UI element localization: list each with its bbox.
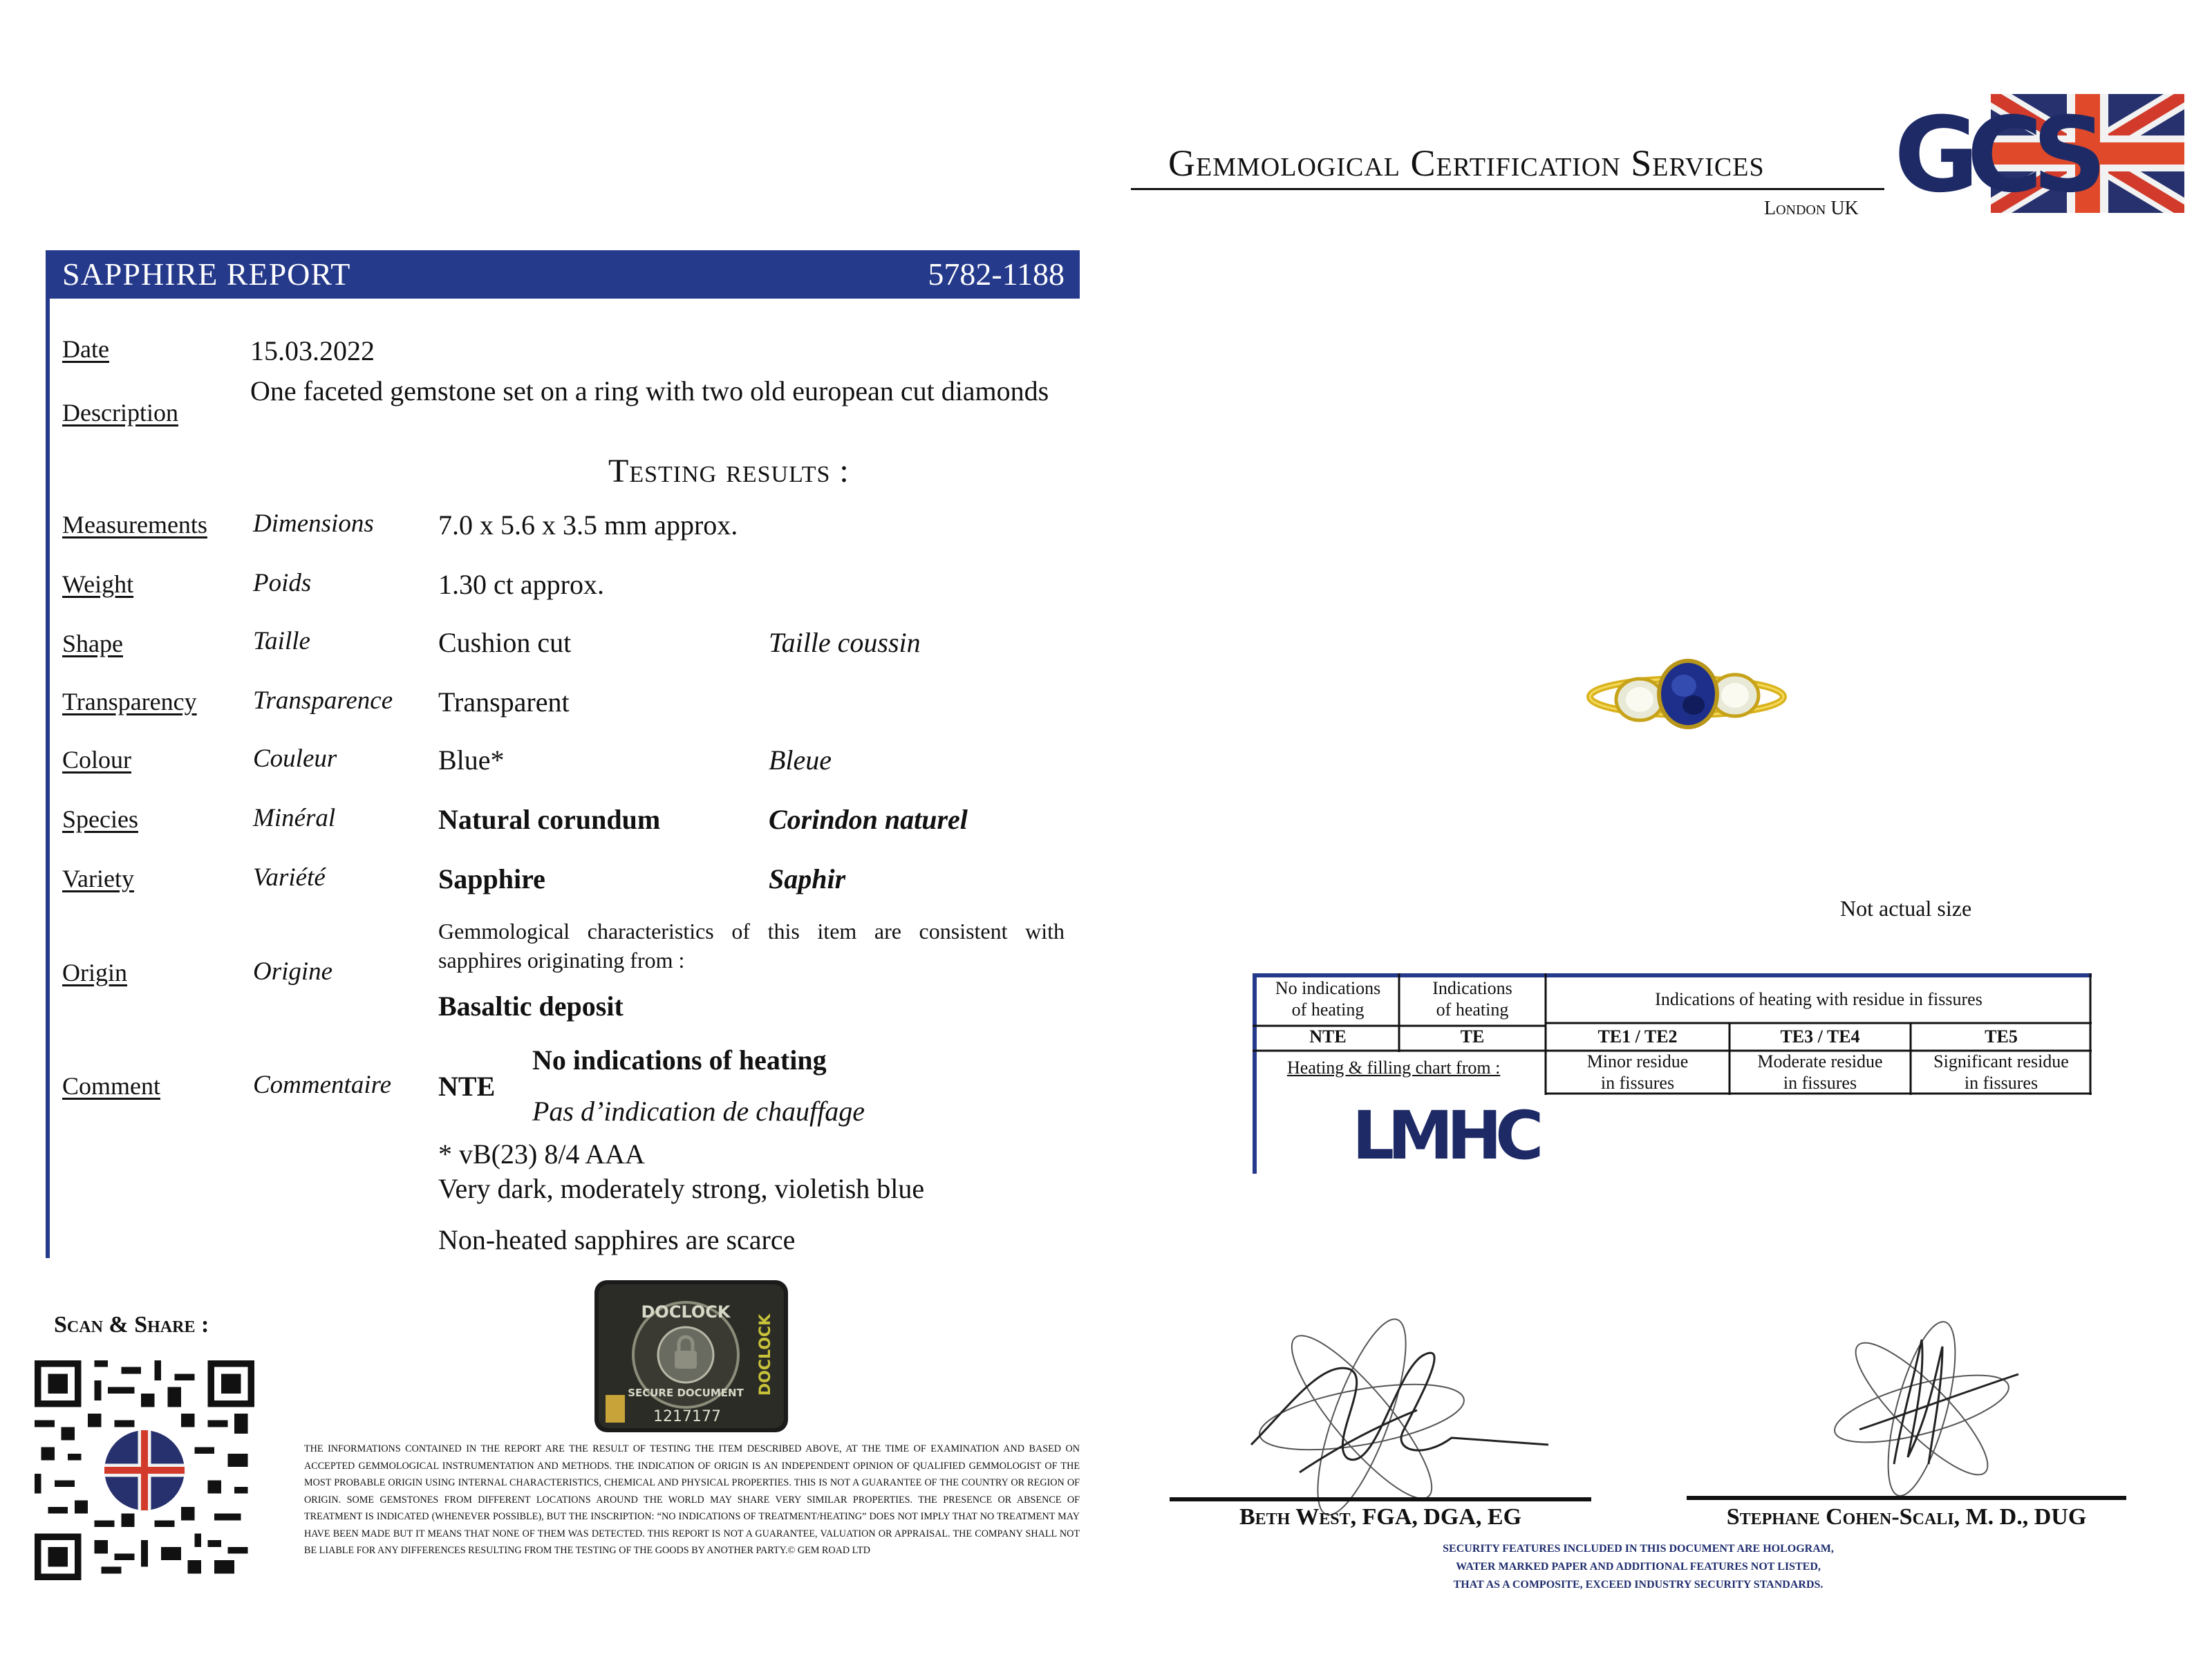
minor-residue-line1: Minor residue <box>1586 1051 1689 1071</box>
moderate-residue <box>1731 1051 1909 1094</box>
species-value-fr: Corindon naturel <box>769 804 968 835</box>
origin-note: Gemmological characteristics of this item are consistent with sapphires originating from : <box>438 919 1065 973</box>
report-title-bar <box>46 250 1080 299</box>
date-label: Date <box>62 335 109 363</box>
code-te3-te4: TE3 / TE4 <box>1780 1027 1860 1047</box>
species-label: Species <box>62 805 138 833</box>
transparency-label-fr: Transparence <box>253 686 393 715</box>
comment-value: No indications of heating <box>532 1044 827 1076</box>
heating-table-left-rule <box>1253 1095 1257 1174</box>
colour-label: Colour <box>62 746 132 774</box>
description-label: Description <box>62 399 178 427</box>
significant-residue <box>1912 1051 2090 1094</box>
date-value: 15.03.2022 <box>250 335 375 366</box>
variety-label-fr: Variété <box>253 863 326 892</box>
weight-label-fr: Poids <box>253 569 312 597</box>
shape-value-fr: Taille coussin <box>769 627 921 658</box>
no-indications-line2: of heating <box>1291 1000 1365 1020</box>
security-note-line1: SECURITY FEATURES INCLUDED IN THIS DOCUMENT ARE HOLOGRAM, <box>1443 1543 1834 1555</box>
image-caption: Not actual size <box>1840 896 1972 921</box>
code-nte: NTE <box>1309 1027 1347 1047</box>
signature-rule-left <box>1170 1497 1591 1501</box>
report-title: SAPPHIRE REPORT <box>62 256 351 292</box>
colour-label-fr: Couleur <box>253 744 337 773</box>
comment-label-fr: Commentaire <box>253 1071 392 1099</box>
transparency-label: Transparency <box>62 688 197 715</box>
minor-residue <box>1547 1051 1728 1094</box>
signature-right <box>1818 1319 2025 1499</box>
signatory-left: Beth West, FGA, DGA, EG <box>1239 1504 1522 1530</box>
no-indications-line1: No indications <box>1275 978 1381 998</box>
disclaimer-text: THE INFORMATIONS CONTAINED IN THE REPORT ARE THE RESULT OF TESTING THE ITEM DESCRIBED ABOVE, AT THE TIME OF EXAMINATION AND BASED ON ACCEPTED GEMMOLOGICAL INSTRUMENTATION AND METHODS. THE INDICATION OF ORIGIN IS AN INDEPENDENT OPINION OF QUALIFIED GEMMOLOGIST OF THE MOST PROBABLE ORIGIN USING INTERNAL CHARACTERISTICS, CHEMICAL AND PHYSICAL PROPERTIES. THIS IS NOT A GUARANTEE OF THE COUNTRY OR REGION OF ORIGIN. SOME GEMSTONES FROM DIFFERENT LOCATIONS AROUND THE WORLD MAY SHARE VERY SIMILAR PROPERTIES. THE PRESENCE OR ABSENCE OF TREATMENT IS INDICATED (WHENEVER POSSIBLE), BUT THE INSCRIPTION: “NO INDICATIONS OF TREATMENT/HEATING” DOES NOT IMPLY THAT NO TREATMENT MAY HAVE BEEN MADE BUT IT MEANS THAT NONE OF THEM WAS DETECTED. THIS REPORT IS NOT A GUARANTEE, VALUATION OR APPRAISAL. THE COMPANY SHALL NOT BE LIABLE FOR ANY DIFFERENCES RESULTING FROM THE TESTING OF THE GOODS BY ANOTHER PARTY.© GEM ROAD LTD <box>304 1443 1080 1556</box>
code-te1-te2: TE1 / TE2 <box>1597 1027 1678 1047</box>
report-number: 5782-1188 <box>928 256 1065 292</box>
comment-label: Comment <box>62 1072 160 1100</box>
code-te: TE <box>1460 1027 1485 1047</box>
moderate-residue-line2: in fissures <box>1783 1073 1857 1093</box>
shape-label-fr: Taille <box>253 627 310 655</box>
brand-name: Gemmological Certification Services <box>1168 142 1765 184</box>
colour-value: Blue* <box>438 744 505 776</box>
report-left-rule <box>46 299 50 1258</box>
weight-value: 1.30 ct approx. <box>438 569 604 600</box>
heating-col-residue-heading: Indications of heating with residue in fissures <box>1655 989 1983 1009</box>
comment-value-fr: Pas d’indication de chauffage <box>532 1096 865 1127</box>
variety-value-fr: Saphir <box>769 863 846 894</box>
significant-residue-line1: Significant residue <box>1933 1051 2069 1071</box>
security-note <box>1382 1540 1894 1594</box>
measurements-label-fr: Dimensions <box>253 509 374 538</box>
logo-letters: GCS <box>1894 95 2095 216</box>
heating-col-indications <box>1400 977 1544 1020</box>
hologram-text: SECURE DOCUMENT <box>628 1387 744 1399</box>
qr-code[interactable] <box>35 1360 254 1580</box>
brand-rule <box>1131 188 1884 190</box>
species-value: Natural corundum <box>438 804 661 835</box>
significant-residue-line2: in fissures <box>1964 1073 2038 1093</box>
padlock-icon <box>675 1351 697 1369</box>
brand-location: London UK <box>1764 198 1859 219</box>
colour-code: * vB(23) 8/4 AAA <box>438 1138 645 1170</box>
comment-code: NTE <box>438 1071 496 1102</box>
species-label-fr: Minéral <box>253 804 336 832</box>
hologram-serial: 1217177 <box>653 1408 721 1425</box>
origin-value: Basaltic deposit <box>438 991 624 1022</box>
heating-chart-link[interactable]: Heating & filling chart from : <box>1287 1058 1501 1078</box>
gcs-union-jack-logo <box>1887 87 2188 218</box>
code-te5: TE5 <box>1985 1027 2018 1047</box>
signature-rule-right <box>1687 1496 2126 1500</box>
origin-label-fr: Origine <box>253 957 333 986</box>
moderate-residue-line1: Moderate residue <box>1757 1051 1883 1071</box>
security-note-line2: WATER MARKED PAPER AND ADDITIONAL FEATURES NOT LISTED, <box>1456 1561 1821 1573</box>
transparency-value: Transparent <box>438 686 570 718</box>
indications-line1: Indications <box>1432 978 1512 998</box>
testing-results-heading: Testing results : <box>608 453 850 489</box>
scan-share-label: Scan & Share : <box>54 1312 209 1338</box>
hologram-brand: DOCLOCK <box>641 1302 731 1322</box>
security-note-line3: THAT AS A COMPOSITE, EXCEED INDUSTRY SECURITY STANDARDS. <box>1453 1579 1824 1591</box>
colour-value-fr: Bleue <box>769 744 832 776</box>
measurements-value: 7.0 x 5.6 x 3.5 mm approx. <box>438 509 738 541</box>
hologram-side-brand: DOCLOCK <box>757 1313 774 1396</box>
lmhc-logo <box>1349 1097 1537 1175</box>
lmhc-logo-letters: LMHC <box>1352 1097 1537 1174</box>
description-value: One faceted gemstone set on a ring with two old european cut diamonds <box>250 375 1049 406</box>
origin-label: Origin <box>62 959 127 986</box>
signature-left <box>1244 1327 1548 1500</box>
doclock-hologram <box>593 1279 789 1434</box>
ring-photo <box>1583 647 1790 744</box>
minor-residue-line2: in fissures <box>1600 1073 1675 1093</box>
shape-label: Shape <box>62 630 123 657</box>
weight-label: Weight <box>62 570 134 598</box>
variety-value: Sapphire <box>438 863 545 894</box>
measurements-label: Measurements <box>62 511 207 538</box>
scarcity-note: Non-heated sapphires are scarce <box>438 1224 796 1255</box>
colour-description: Very dark, moderately strong, violetish blue <box>438 1173 925 1204</box>
heating-col-no-indications <box>1257 977 1399 1020</box>
signatory-right: Stephane Cohen-Scali, M. D., DUG <box>1726 1504 2087 1530</box>
variety-label: Variety <box>62 865 134 892</box>
shape-value: Cushion cut <box>438 627 572 658</box>
indications-line2: of heating <box>1436 1000 1509 1020</box>
